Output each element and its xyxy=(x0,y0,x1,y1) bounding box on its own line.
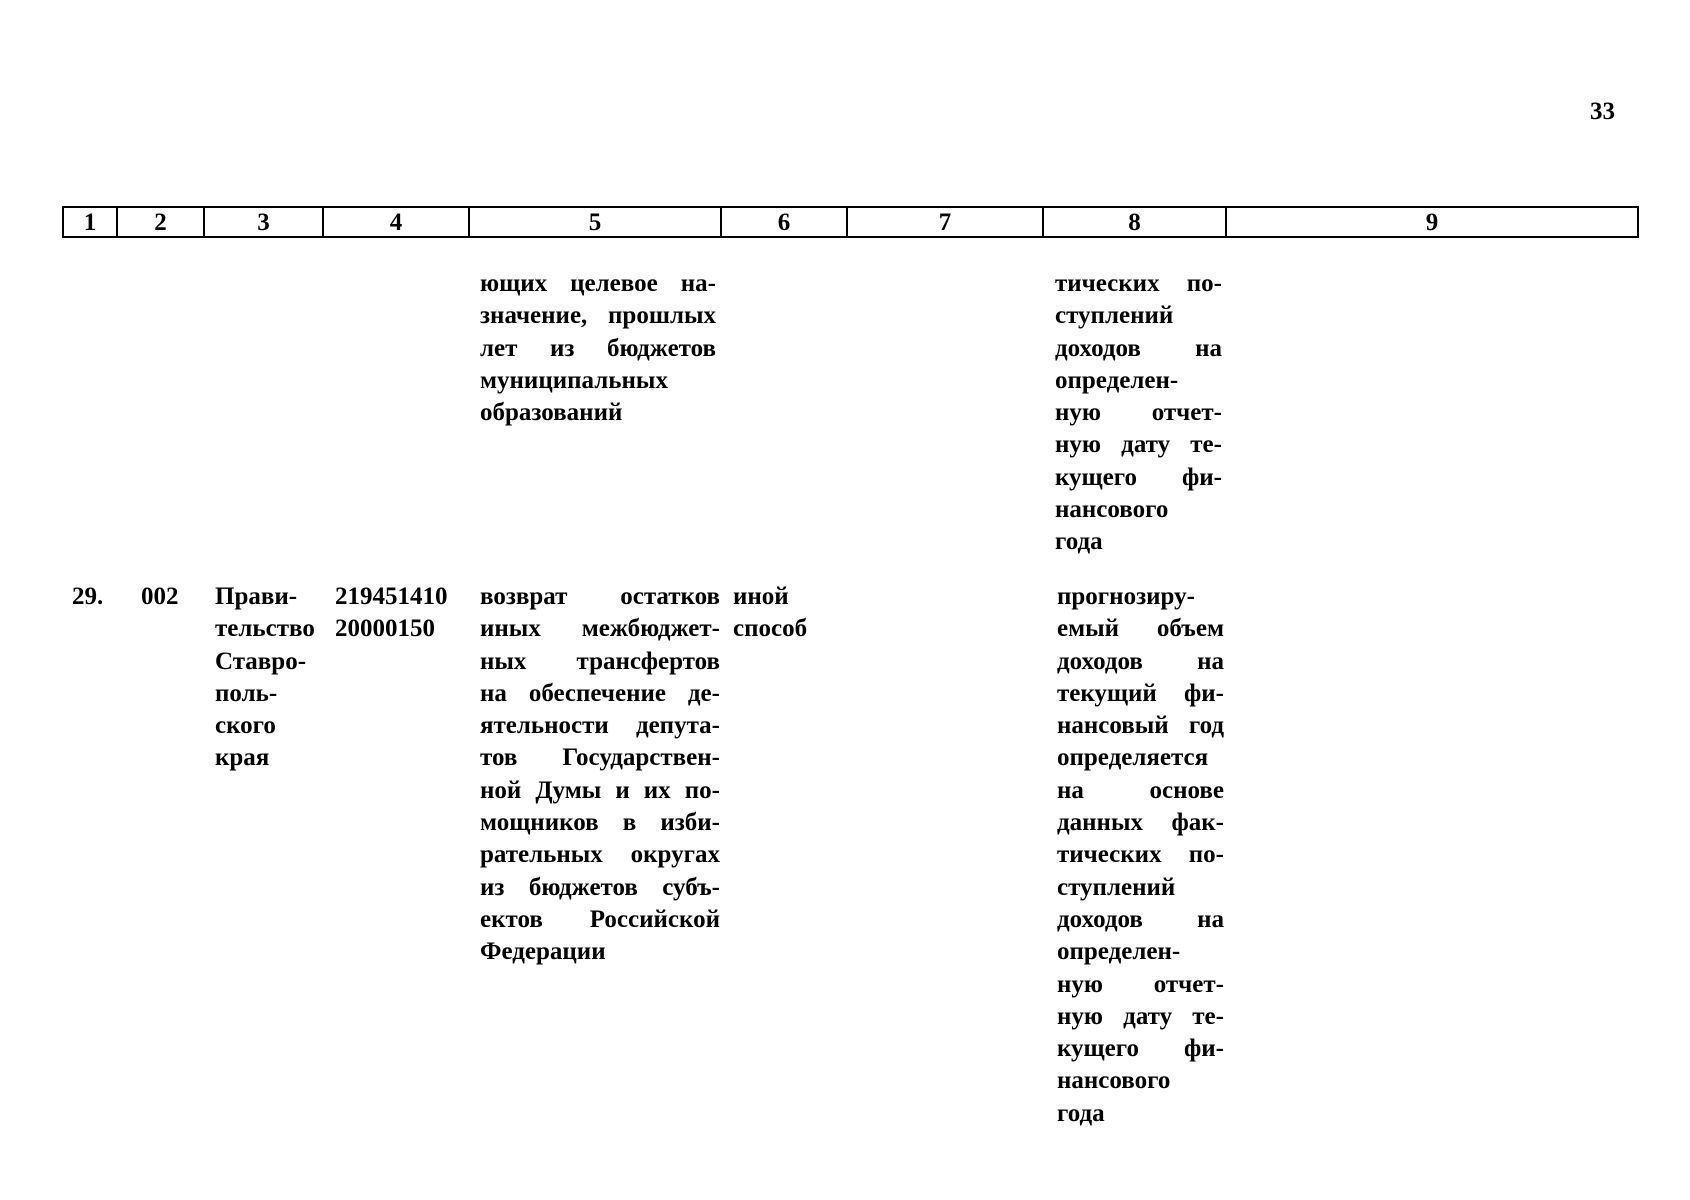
text-line: ступлений xyxy=(1055,302,1174,330)
page-number: 33 xyxy=(1590,98,1615,125)
text-line: Федерации xyxy=(480,938,606,966)
text-line: поль- xyxy=(215,679,278,707)
header-col-8: 8 xyxy=(1044,208,1227,236)
text-line: способ xyxy=(733,615,808,643)
header-col-1: 1 xyxy=(64,208,118,236)
text-line: ющих целевое на- xyxy=(480,270,716,297)
text-line: тов Государствен- xyxy=(480,744,720,772)
continuation-col8-text xyxy=(1055,268,1222,559)
text-line: определен- xyxy=(1055,366,1179,394)
text-line: прогнозиру- xyxy=(1057,583,1195,610)
text-line: на основе xyxy=(1057,776,1224,804)
text-line: тических по- xyxy=(1057,841,1224,869)
text-line: текущий фи- xyxy=(1057,679,1224,707)
text-line: на обеспечение де- xyxy=(480,679,720,707)
row29-kbk-code xyxy=(335,581,470,646)
text-line: нансового xyxy=(1057,1067,1171,1095)
text-line: Ставро- xyxy=(215,647,307,675)
text-line: ятельности депута- xyxy=(480,712,720,740)
header-col-5: 5 xyxy=(470,208,722,236)
text-line: ную отчет- xyxy=(1057,970,1224,998)
text-line: края xyxy=(215,744,270,772)
text-line: иной xyxy=(733,583,789,610)
text-line: года xyxy=(1057,1099,1105,1127)
text-line: доходов на xyxy=(1055,334,1222,362)
row29-number: 29. xyxy=(72,583,104,610)
text-line: тических по- xyxy=(1055,270,1222,297)
text-line: ную дату те- xyxy=(1055,431,1222,459)
text-line: образований xyxy=(480,399,623,427)
row29-revenue-name xyxy=(480,581,720,969)
text-line: ектов Российской xyxy=(480,905,720,933)
text-line: кущего фи- xyxy=(1055,463,1222,491)
text-line: определен- xyxy=(1057,938,1181,966)
text-line: ной Думы и их по- xyxy=(480,776,720,804)
text-line: 219451410 xyxy=(335,583,448,610)
row29-forecast-method xyxy=(733,581,843,646)
text-line: года xyxy=(1055,528,1103,556)
text-line: иных межбюджет- xyxy=(480,615,720,643)
text-line: муниципальных xyxy=(480,366,668,394)
text-line: из бюджетов субъ- xyxy=(480,873,720,901)
text-line: ступлений xyxy=(1057,873,1176,901)
text-line: тельство xyxy=(215,615,315,643)
row29-administrator xyxy=(215,581,320,775)
text-line: 20000150 xyxy=(335,615,435,643)
text-line: лет из бюджетов xyxy=(480,334,716,362)
text-line: нансовый год xyxy=(1057,712,1224,740)
text-line: кущего фи- xyxy=(1057,1035,1224,1063)
continuation-col5-text xyxy=(480,268,716,429)
text-line: емый объем xyxy=(1057,615,1224,643)
row29-calculation-algorithm xyxy=(1057,581,1224,1130)
header-col-4: 4 xyxy=(324,208,470,236)
header-col-3: 3 xyxy=(205,208,324,236)
text-line: определяется xyxy=(1057,744,1209,772)
text-line: нансового xyxy=(1055,496,1169,524)
header-col-9: 9 xyxy=(1425,209,1439,236)
header-col-6: 6 xyxy=(722,208,848,236)
text-line: ных трансфертов xyxy=(480,647,720,675)
text-line: возврат остатков xyxy=(480,583,720,610)
text-line: доходов на xyxy=(1057,905,1224,933)
text-line: ную отчет- xyxy=(1055,399,1222,427)
table-header-row xyxy=(62,206,1639,238)
text-line: мощников в изби- xyxy=(480,809,720,837)
text-line: ского xyxy=(215,712,276,740)
text-line: значение, прошлых xyxy=(480,302,716,330)
header-col-7: 7 xyxy=(848,208,1044,236)
text-line: рательных округах xyxy=(480,841,720,869)
header-col-2: 2 xyxy=(118,208,205,236)
row29-admin-code: 002 xyxy=(141,583,179,610)
text-line: Прави- xyxy=(215,583,298,610)
text-line: ную дату те- xyxy=(1057,1002,1224,1030)
text-line: доходов на xyxy=(1057,647,1224,675)
text-line: данных фак- xyxy=(1057,809,1224,837)
